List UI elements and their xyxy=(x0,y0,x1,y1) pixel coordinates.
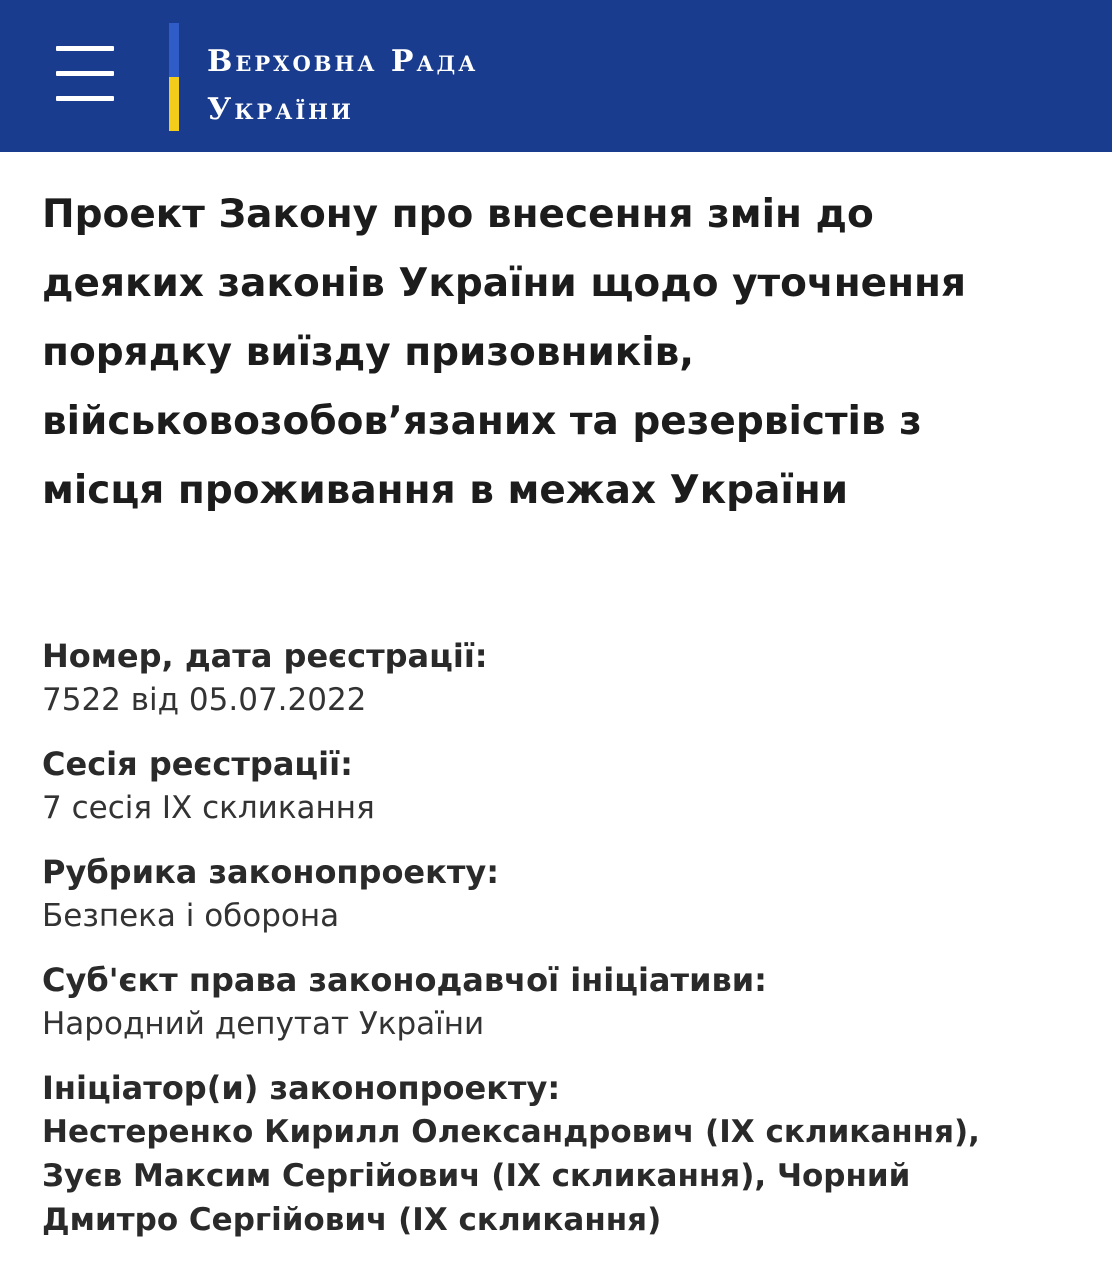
initiator-line: Зуєв Максим Сергійович (IX скликання), Чорний xyxy=(42,1158,911,1194)
initiators-list xyxy=(42,1110,1082,1242)
title-line: Проект Закону про внесення змін до xyxy=(42,192,874,237)
rubric-block xyxy=(42,850,1082,938)
flag-blue-stripe xyxy=(169,23,179,77)
session-label: Сесія реєстрації: xyxy=(42,745,353,783)
registration-value: 7522 від 05.07.2022 xyxy=(42,682,367,718)
bill-details xyxy=(42,634,1082,1242)
menu-line-middle xyxy=(56,71,114,76)
initiators-label: Ініціатор(и) законопроекту: xyxy=(42,1069,561,1107)
session-block xyxy=(42,742,1082,830)
registration-label: Номер, дата реєстрації: xyxy=(42,637,488,675)
hamburger-menu-icon[interactable] xyxy=(56,46,114,102)
session-value: 7 сесія IX скликання xyxy=(42,790,375,826)
logo-line-2: України xyxy=(207,92,354,127)
subject-label: Суб'єкт права законодавчої ініціативи: xyxy=(42,961,767,999)
initiators-block xyxy=(42,1066,1082,1242)
flag-bar-icon xyxy=(169,23,179,131)
menu-line-bottom xyxy=(56,96,114,101)
title-line: військовозобов’язаних та резервістів з xyxy=(42,399,922,444)
site-header xyxy=(0,0,1112,152)
title-line: порядку виїзду призовників, xyxy=(42,330,695,375)
site-logo[interactable] xyxy=(207,38,478,134)
subject-value: Народний депутат України xyxy=(42,1006,485,1042)
page-title xyxy=(42,180,1072,525)
title-line: деяких законів України щодо уточнення xyxy=(42,261,967,306)
registration-block xyxy=(42,634,1082,722)
rubric-value: Безпека і оборона xyxy=(42,898,340,934)
initiator-line: Дмитро Сергійович (IX скликання) xyxy=(42,1202,662,1238)
rubric-label: Рубрика законопроекту: xyxy=(42,853,500,891)
title-line: місця проживання в межах України xyxy=(42,468,849,513)
logo-line-1: Верховна Рада xyxy=(207,44,479,79)
menu-line-top xyxy=(56,46,114,51)
subject-block xyxy=(42,958,1082,1046)
initiator-line: Нестеренко Кирилл Олександрович (IX скликання), xyxy=(42,1114,980,1150)
flag-yellow-stripe xyxy=(169,77,179,131)
